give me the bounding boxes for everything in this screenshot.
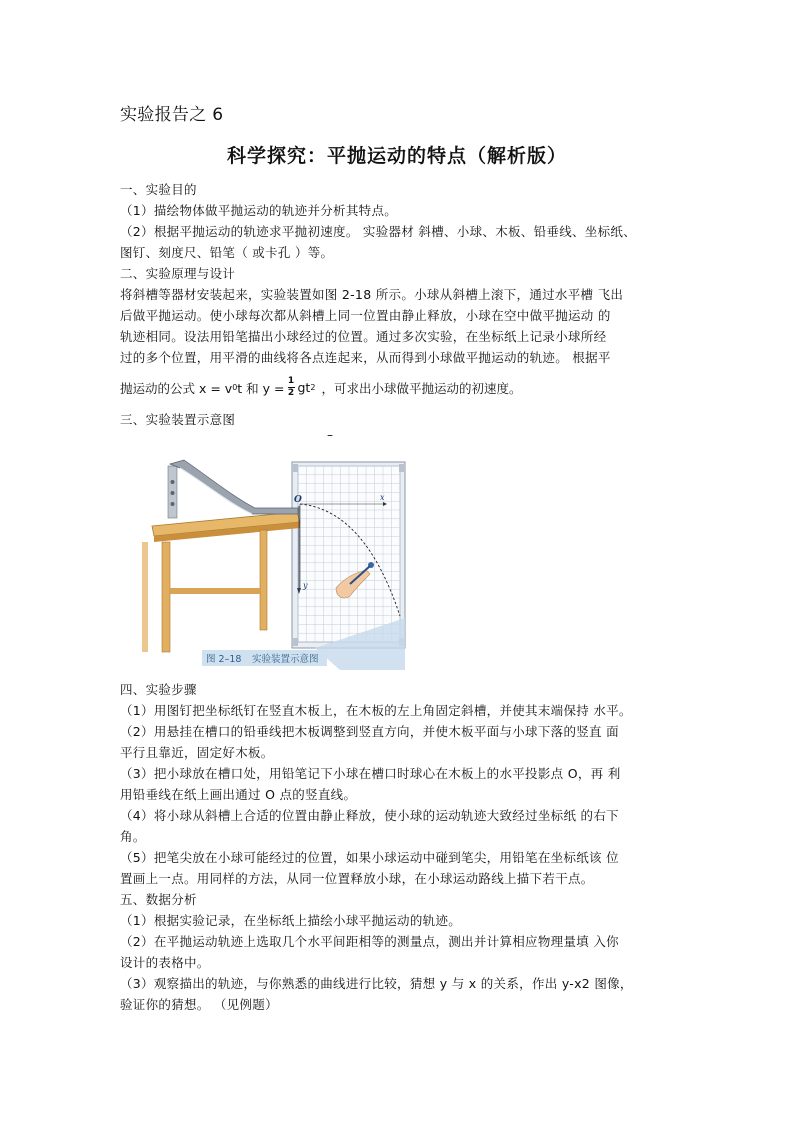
principle-line-4: 过的多个位置，用平滑的曲线将各点连起来，从而得到小球做平抛运动的轨迹。 根据平 (120, 350, 611, 365)
stray-dash: – (327, 428, 333, 442)
fraction-one-half (288, 377, 295, 398)
principle-line-3: 轨迹相同。设法用铅笔描出小球经过的位置。通过多次实验，在坐标纸上记录小球所经 (120, 329, 607, 344)
steps-line-8: （5）把笔尖放在小球可能经过的位置，如果小球运动中碰到笔尖，用铅笔在坐标纸该 位 (120, 850, 619, 865)
steps-line-9: 置画上一点。用同样的方法，从同一位置释放小球，在小球运动路线上描下若干点。 (120, 871, 594, 886)
steps-line-5: 用铅垂线在纸上画出通过 O 点的竖直线。 (120, 787, 357, 802)
formula-subscript: 0 (232, 383, 238, 392)
steps-line-6: （4）将小球从斜槽上合适的位置由静止释放，使小球的运动轨迹大致经过坐标纸 的右下 (120, 808, 619, 823)
analysis-line-3: 设计的表格中。 (120, 955, 210, 970)
origin-label: O (294, 495, 302, 505)
section-heading-steps: 四、实验步骤 (120, 682, 197, 697)
analysis-line-5: 验证你的猜想。 （见例题） (120, 997, 278, 1012)
steps-line-3: 平行且靠近，固定好木板。 (120, 745, 274, 760)
principle-line-1: 将斜槽等器材安装起来，实验装置如图 2-18 所示。小球从斜槽上滚下，通过水平槽 飞出 (120, 287, 624, 302)
apparatus-figure (140, 438, 410, 670)
principle-line-2: 后做平抛运动。使小球每次都从斜槽上同一位置由静止释放，小球在空中做平抛运动 的 (120, 308, 611, 323)
analysis-line-1: （1）根据实验记录，在坐标纸上描绘小球平抛运动的轨迹。 (120, 913, 462, 928)
formula-suffix: ，可求出小球做平抛运动的初速度。 (321, 380, 522, 396)
analysis-line-2: （2）在平抛运动轨迹上选取几个水平间距相等的测量点，测出并计算相应物理量填 入你 (120, 934, 619, 949)
figure-caption-text: 实验装置示意图 (252, 654, 319, 665)
steps-line-1: （1）用图钉把坐标纸钉在竖直木板上，在木板的左上角固定斜槽，并使其末端保持 水平。 (120, 703, 632, 718)
report-title: 实验报告之 6 (120, 105, 224, 125)
y-axis-label: y (303, 581, 308, 590)
section-heading-analysis: 五、数据分析 (120, 892, 197, 907)
formula-mid: t 和 y = (237, 380, 285, 396)
purpose-line-1: （1）描绘物体做平抛运动的轨迹并分析其特点。 (120, 203, 398, 218)
section-heading-purpose: 一、实验目的 (120, 182, 197, 197)
steps-line-4: （3）把小球放在槽口处，用铅笔记下小球在槽口时球心在木板上的水平投影点 O，再 利 (120, 766, 621, 781)
formula-prefix: 抛运动的公式 x = v (120, 380, 233, 396)
figure-caption-number: 图 2–18 (206, 654, 242, 665)
formula-superscript: 2 (310, 383, 316, 392)
formula-gt: gt (297, 380, 311, 395)
analysis-line-4: （3）观察描出的轨迹，与你熟悉的曲线进行比较，猜想 y 与 x 的关系，作出 y-x2 图像， (120, 976, 633, 991)
main-title: 科学探究：平抛运动的特点（解析版） (226, 145, 567, 167)
formula-line (120, 377, 521, 398)
section-heading-principle: 二、实验原理与设计 (120, 266, 236, 281)
purpose-line-2: （2）根据平抛运动的轨迹求平抛初速度。 实验器材 斜槽、小球、木板、铅垂线、坐标纸、 (120, 224, 637, 239)
fraction-denominator: 2 (287, 388, 295, 398)
purpose-line-3: 图钉、刻度尺、铅笔（ 或卡孔 ）等。 (120, 245, 334, 260)
fraction-numerator: 1 (287, 376, 295, 386)
steps-line-2: （2）用悬挂在槽口的铅垂线把木板调整到竖直方向，并使木板平面与小球下落的竖直 面 (120, 724, 619, 739)
section-heading-apparatus: 三、实验装置示意图 (120, 412, 236, 427)
steps-line-7: 角。 (120, 829, 146, 844)
x-axis-label: x (380, 493, 385, 502)
